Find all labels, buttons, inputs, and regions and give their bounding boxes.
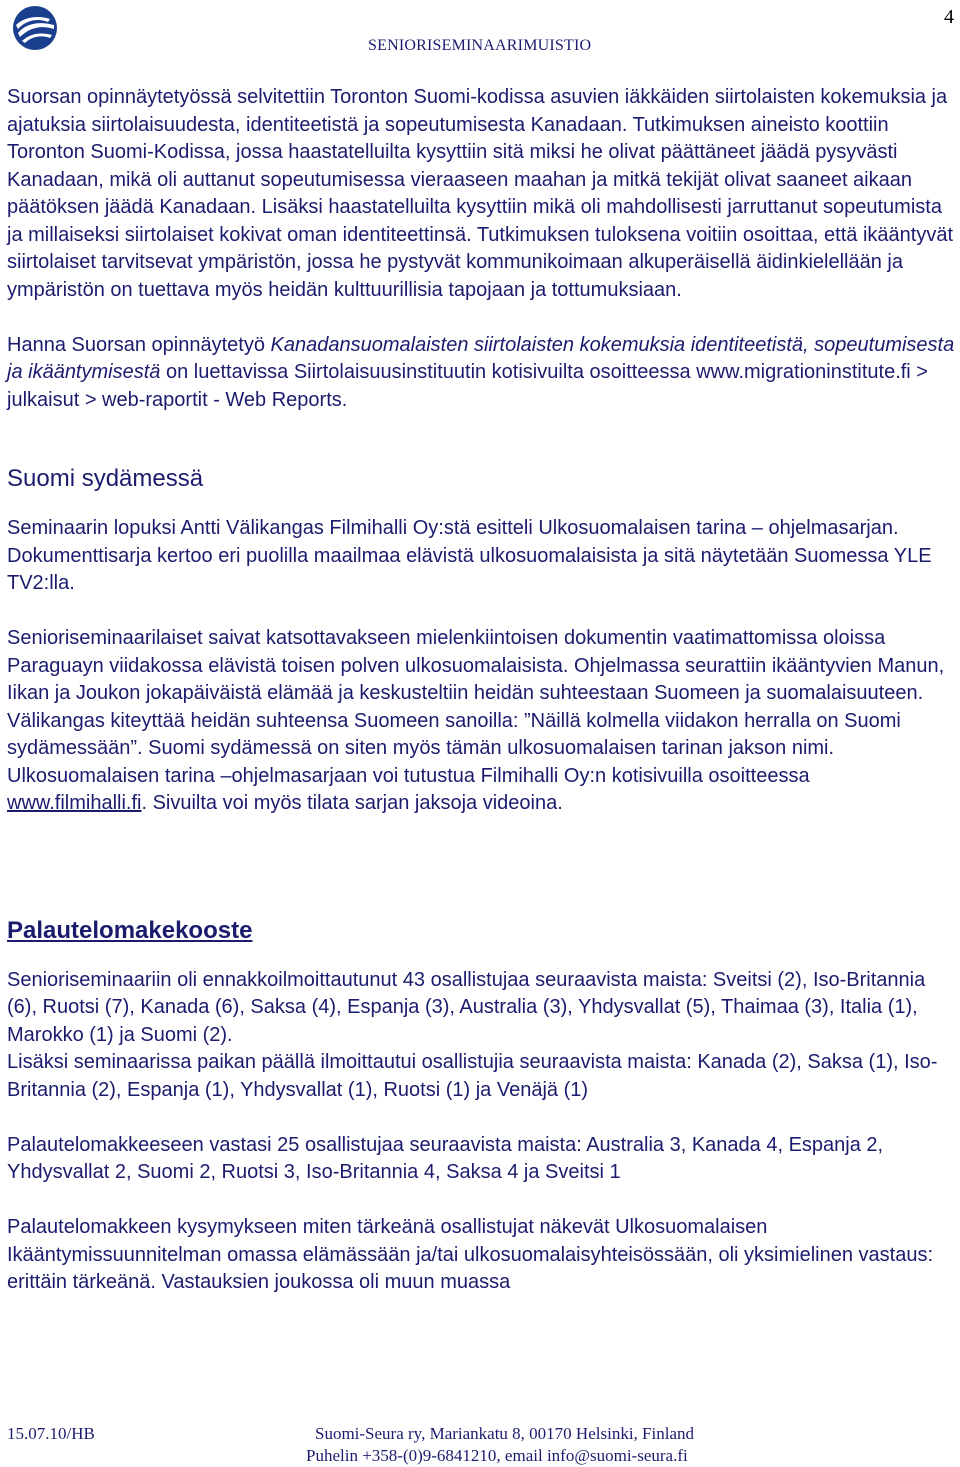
section-heading-suomi: Suomi sydämessä: [7, 465, 204, 492]
document-body: [7, 84, 955, 1297]
thesis-text-end: on luettavissa Siirtolaisuusinstituutin kotisivuilta osoitteessa www.migrationinstitute.fi > julkaisut > web-raportit - Web Reports.: [7, 361, 928, 411]
thesis-title: Kanadansuomalaisten siirtolaisten kokemuksia identiteetistä, sopeutumisesta ja ikääntymisestä: [7, 333, 955, 383]
header-title: SENIORISEMINAARIMUISTIO: [368, 37, 592, 54]
footer-address: Suomi-Seura ry, Mariankatu 8, 00170 Helsinki, Finland: [315, 1424, 694, 1443]
thesis-reference-paragraph: [7, 332, 955, 415]
footer-date: 15.07.10/HB: [7, 1424, 95, 1443]
palaute-paragraph-3: Palautelomakkeeseen vastasi 25 osallistujaa seuraavista maista: Australia 3, Kanada 4, Espanja 2, Yhdysvallat 2, Suomi 2, Ruotsi 3, Iso-Britannia 4, Saksa 4 ja Sveitsi 1: [7, 1133, 884, 1183]
footer-contact: Puhelin +358-(0)9-6841210, email info@suomi-seura.fi: [306, 1446, 688, 1465]
page-number: 4: [944, 6, 954, 28]
suomi-p3-start: Ulkosuomalaisen tarina –ohjelmasarjaan voi tutustua Filmihalli Oy:n kotisivuilla osoitteessa: [7, 764, 810, 787]
palaute-paragraph-2: Lisäksi seminaarissa paikan päällä ilmoittautui osallistujia seuraavista maista: Kanada (2), Saksa (1), Iso-Britannia (2), Espanja (1), Yhdysvallat (1), Ruotsi (1) ja Venäjä (1): [7, 1051, 938, 1101]
palaute-paragraph-4: Palautelomakkeen kysymykseen miten tärkeänä osallistujat näkevät Ulkosuomalaisen Ikääntymissuunnitelman omassa elämässään ja/tai ulkosuomalaisyhteisössään, oli yksimielinen vastaus: erittäin tärkeänä. Vastauksien joukossa oli muun muassa: [7, 1216, 934, 1293]
palaute-paragraph-1: Senioriseminaariin oli ennakkoilmoittautunut 43 osallistujaa seuraavista maista: Sveitsi (2), Iso-Britannia (6), Ruotsi (7), Kanada (6), Saksa (4), Espanja (3), Australia (3), Yhdysvallat (5), Thaimaa (3), Italia (1), Marokko (1) ja Suomi (2).: [7, 968, 926, 1046]
filmihalli-link[interactable]: www.filmihalli.fi: [7, 792, 142, 814]
thesis-text-start: Hanna Suorsan opinnäytetyö: [7, 333, 271, 356]
suomi-paragraph-3: [7, 763, 955, 818]
suomi-seura-logo-icon: [12, 5, 58, 51]
suomi-p3-end: . Sivuilta voi myös tilata sarjan jaksoja videoina.: [141, 792, 563, 814]
suomi-paragraph-1: Seminaarin lopuksi Antti Välikangas Filmihalli Oy:stä esitteli Ulkosuomalaisen tarina – ohjelmasarjan. Dokumenttisarja kertoo eri puolilla maailmaa elävistä ulkosuomalaisista ja sitä näytetään Suomessa YLE TV2:lla.: [7, 517, 932, 594]
suomi-paragraph-2: Senioriseminaarilaiset saivat katsottavakseen mielenkiintoisen dokumentin vaatimattomissa oloissa Paraguayn viidakossa elävistä toisen polven ulkosuomalaisista. Ohjelmassa seurattiin ikääntyvien Manun, Iikan ja Joukon jokapäiväistä elämää ja keskusteltiin heidän suhteestaan Suomeen ja suomalaisuuteen. Välikangas kiteyttää heidän suhteensa Suomeen sanoilla: ”Näillä kolmella viidakon herralla on Suomi sydämessään”. Suomi sydämessä on siten myös tämän ulkosuomalaisen tarinan jakson nimi.: [7, 627, 945, 759]
section-heading-palaute: Palautelomakekooste: [7, 916, 253, 944]
intro-paragraph: Suorsan opinnäytetyössä selvitettiin Toronton Suomi-kodissa asuvien iäkkäiden siirtolaisten kokemuksia ja ajatuksia siirtolaisuudesta, identiteetistä ja sopeutumisesta Kanadaan. Tutkimuksen aineisto koottiin Toronton Suomi-Kodissa, jossa haastatelluilta kysyttiin sitä miksi he olivat päättäneet jäädä pysyvästi Kanadaan, mikä oli auttanut sopeutumisessa vieraaseen maahan ja mitkä tekijät olivat saaneet aikaan päätöksen jäädä Kanadaan. Lisäksi haastatelluilta kysyttiin mikä oli mahdollisesti jarruttanut sopeutumista ja millaiseksi siirtolaiset kokivat oman identiteettinsä. Tutkimuksen tuloksena voitiin osoittaa, että ikääntyvät siirtolaiset tarvitsevat ympäristön, jossa he pystyvät kommunikoimaan alkuperäisellä äidinkielellään ja ympäristön on tuettava myös heidän kulttuurillisia tapojaan ja tottumuksiaan.: [7, 86, 954, 301]
